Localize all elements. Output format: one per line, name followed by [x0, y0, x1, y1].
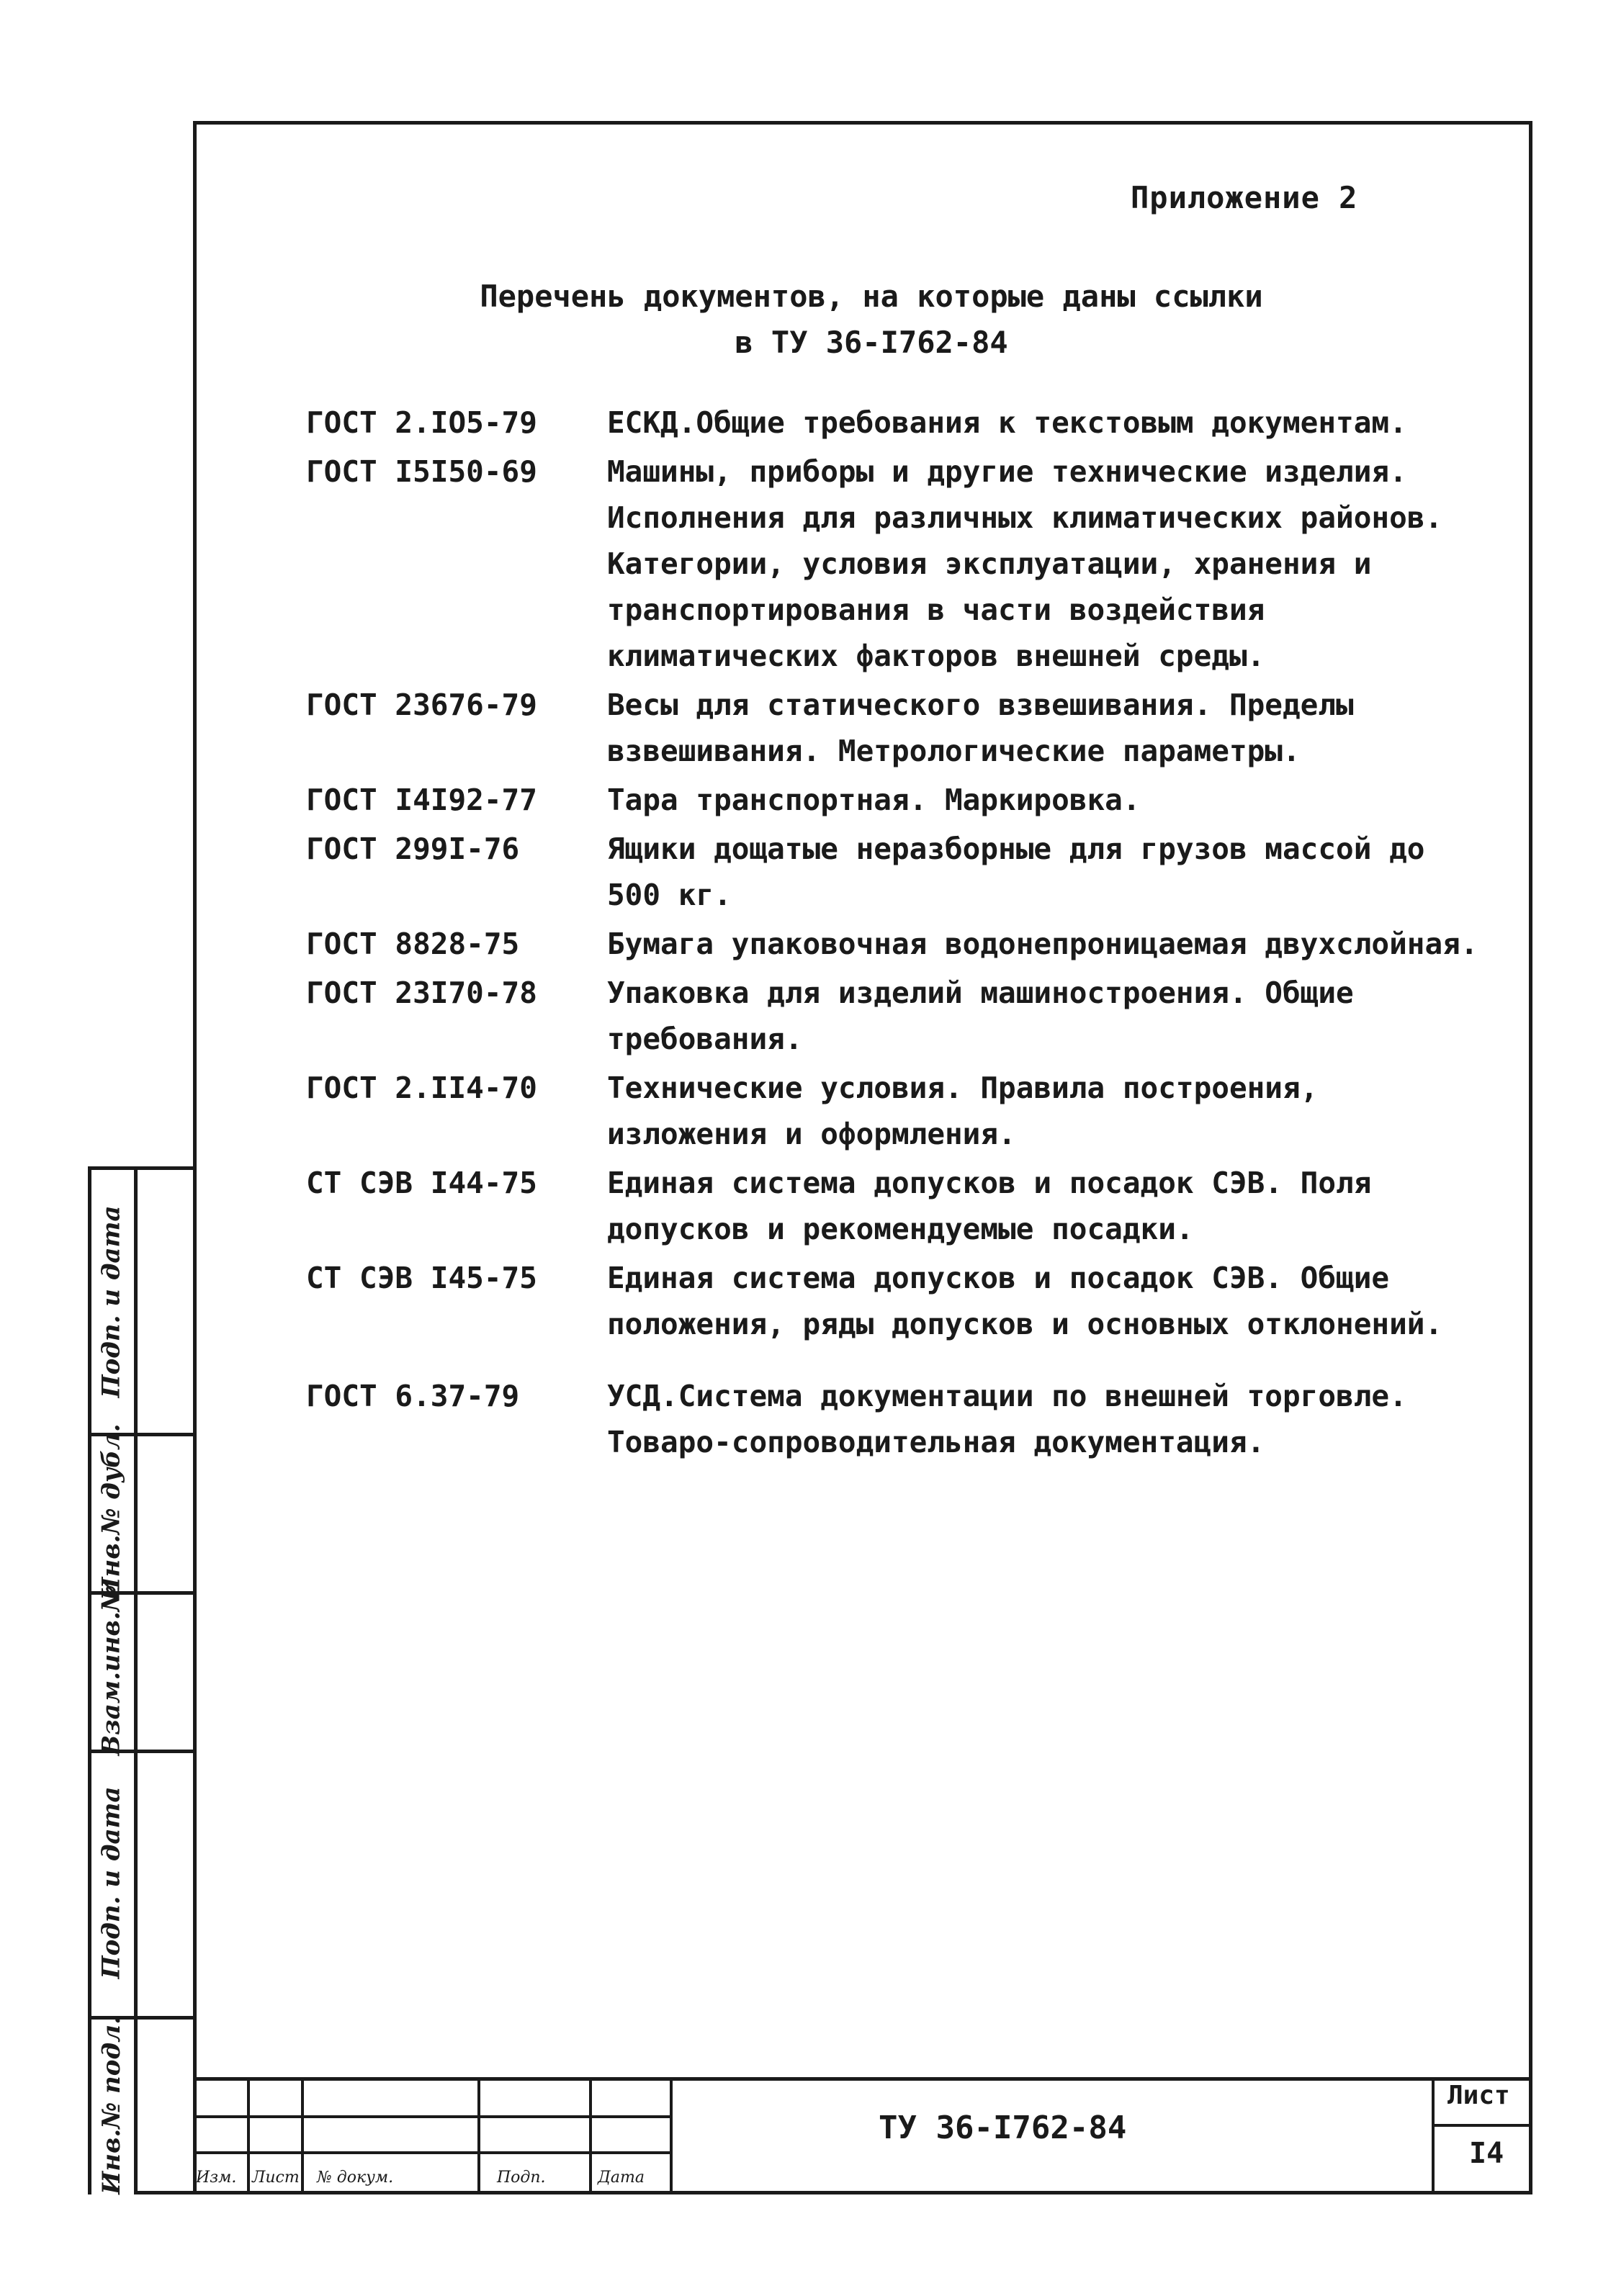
title-block-col-line [1432, 2077, 1435, 2194]
reference-description: ЕСКД.Общие требования к текстовым документам. [607, 405, 1407, 440]
side-stamp-divider [88, 1166, 193, 1170]
reference-row [306, 777, 1494, 823]
title-line-2: в ТУ 36-I762-84 [735, 325, 1008, 360]
reference-list [306, 400, 1494, 1468]
reference-code: СТ СЭВ I44-75 [306, 1166, 537, 1200]
reference-code: ГОСТ 2.IO5-79 [306, 405, 537, 440]
reference-code: ГОСТ 299I-76 [306, 832, 520, 866]
reference-description: Тара транспортная. Маркировка. [607, 783, 1141, 817]
side-stamp-dup-inv-no: Инв.№ дубл. [97, 1423, 126, 1601]
title-block-col-line [477, 2077, 480, 2194]
reference-description: Технические условия. Правила построения, изложения и оформления. [607, 1071, 1319, 1151]
title-block-col-line [589, 2077, 592, 2194]
reference-code: ГОСТ 6.37-79 [306, 1379, 520, 1413]
reference-code: ГОСТ I5I50-69 [306, 454, 537, 489]
document-title [324, 274, 1419, 366]
reference-code: ГОСТ 23I70-78 [306, 976, 537, 1010]
title-block-row-line [1432, 2124, 1532, 2127]
title-block [193, 2077, 1532, 2194]
col-sign: Подп. [497, 2169, 546, 2187]
title-block-col-line [247, 2077, 250, 2194]
reference-description: Весы для статического взвешивания. Пределы взвешивания. Метрологические параметры. [607, 688, 1354, 768]
reference-description: Единая система допусков и посадок СЭВ. Общие положения, ряды допусков и основных отклонений. [607, 1261, 1443, 1341]
reference-row [306, 921, 1494, 967]
reference-row [306, 449, 1494, 679]
reference-row [306, 826, 1494, 918]
reference-description: Машины, приборы и другие технические изделия. Исполнения для различных климатических районов. Категории, условия эксплуатации, хранения и транспортирования в части воздействия климатических факторов внешней среды. [607, 454, 1443, 673]
sheet-number: I4 [1469, 2137, 1504, 2170]
col-date: Дата [598, 2169, 645, 2187]
reference-code: СТ СЭВ I45-75 [306, 1261, 537, 1295]
side-stamp-sign-date-1: Подп. и дата [97, 1205, 127, 1398]
title-block-col-line [301, 2077, 304, 2194]
col-change: Изм. [196, 2169, 237, 2187]
reference-code: ГОСТ 2.II4-70 [306, 1071, 537, 1105]
title-block-row-line [193, 2115, 672, 2118]
reference-description: Упаковка для изделий машиностроения. Общие требования. [607, 976, 1354, 1056]
side-stamp-sign-date-2: Подп. и дата [97, 1786, 127, 1979]
col-doc-no: № докум. [317, 2169, 394, 2187]
document-designation: ТУ 36-I762-84 [879, 2110, 1127, 2146]
side-stamp-orig-inv-no: Инв.№ подл. [97, 2016, 127, 2194]
reference-description: Ящики дощатые неразборные для грузов массой до 500 кг. [607, 832, 1425, 912]
reference-code: ГОСТ 23676-79 [306, 688, 537, 722]
reference-row [306, 970, 1494, 1062]
reference-code: ГОСТ I4I92-77 [306, 783, 537, 817]
side-stamp-frame [134, 1166, 193, 2194]
sheet-label: Лист [1447, 2081, 1510, 2110]
title-block-row-line [193, 2151, 672, 2154]
title-line-1: Перечень документов, на которые даны ссылки [480, 279, 1263, 314]
reference-row [306, 400, 1494, 446]
reference-row [306, 1160, 1494, 1252]
col-sheet: Лист [252, 2169, 300, 2187]
reference-description: УСД.Система документации по внешней торговле. Товаро-сопроводительная документация. [607, 1379, 1407, 1459]
reference-row [306, 1255, 1494, 1347]
side-stamp-replaced-inv-no: Взам.инв.№ [97, 1585, 127, 1756]
reference-description: Бумага упаковочная водонепроницаемая двухслойная. [607, 927, 1478, 961]
reference-row [306, 1373, 1494, 1465]
appendix-label: Приложение 2 [1131, 180, 1358, 215]
reference-code: ГОСТ 8828-75 [306, 927, 520, 961]
reference-description: Единая система допусков и посадок СЭВ. Поля допусков и рекомендуемые посадки. [607, 1166, 1372, 1246]
reference-row [306, 1065, 1494, 1157]
reference-row [306, 682, 1494, 774]
title-block-col-line [670, 2077, 673, 2194]
